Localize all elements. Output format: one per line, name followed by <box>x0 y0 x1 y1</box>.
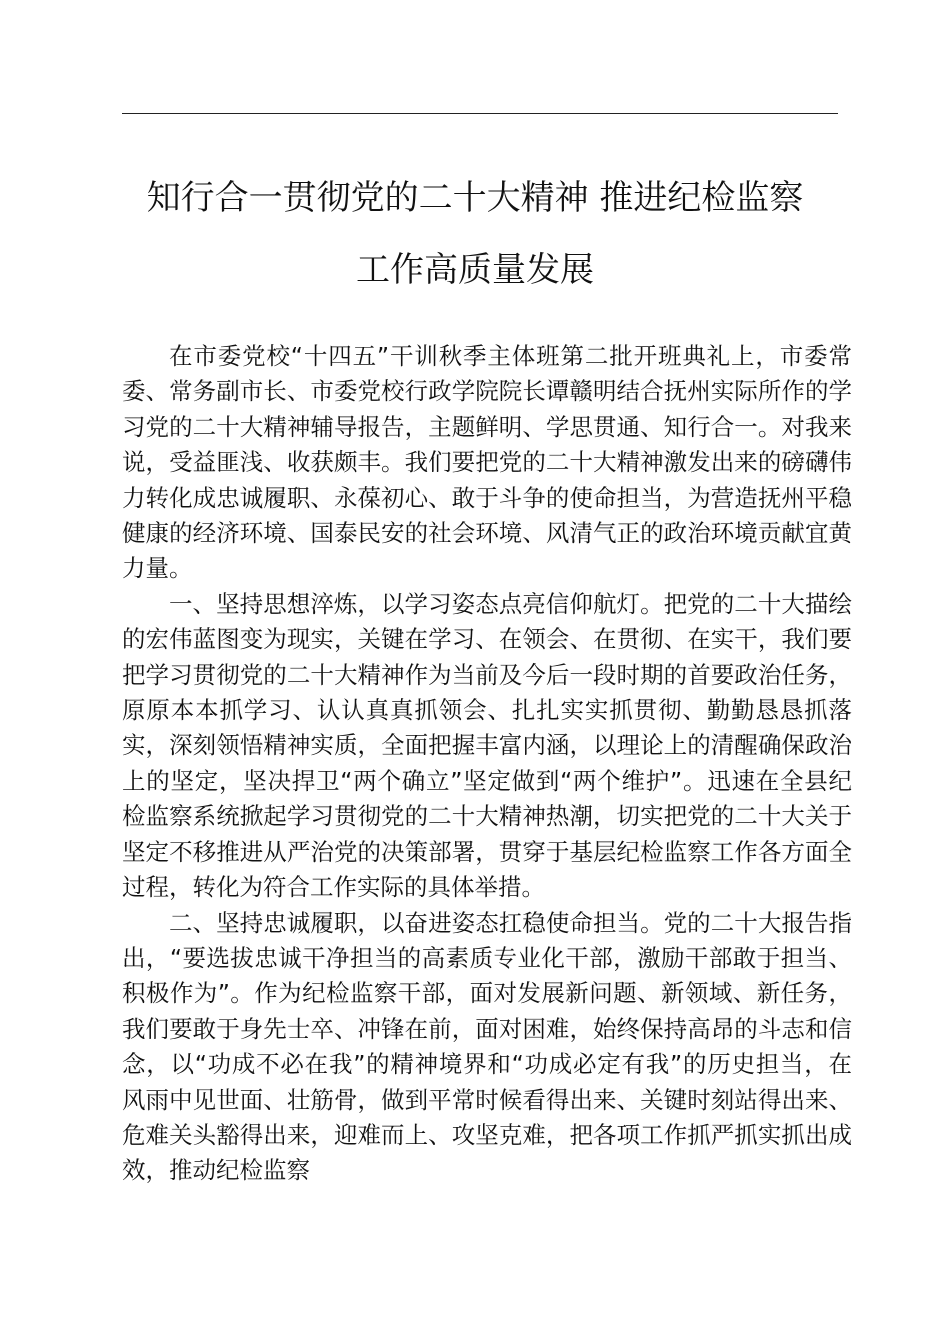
paragraph-section-2: 二、坚持忠诚履职，以奋进姿态扛稳使命担当。党的二十大报告指出，“要选拔忠诚干净担当的高素质专业化干部，激励干部敢于担当、积极作为”。作为纪检监察干部，面对发展新问题、新领域、新任务，我们要敢于身先士卒、冲锋在前，面对困难，始终保持高昂的斗志和信念，以“功成不必在我”的精神境界和“功成必定有我”的历史担当，在风雨中见世面、壮筋骨，做到平常时候看得出来、关键时刻站得出来、危难关头豁得出来，迎难而上、攻坚克难，把各项工作抓严抓实抓出成效，推动纪检监察 <box>122 908 852 1185</box>
title-line-1: 知行合一贯彻党的二十大精神 推进纪检监察 <box>146 178 804 218</box>
document-body <box>122 339 852 1189</box>
header-rule <box>122 113 838 114</box>
title-line-2: 工作高质量发展 <box>356 250 594 290</box>
paragraph-section-1: 一、坚持思想淬炼，以学习姿态点亮信仰航灯。把党的二十大描绘的宏伟蓝图变为现实，关键在学习、在领会、在贯彻、在实干，我们要把学习贯彻党的二十大精神作为当前及今后一段时期的首要政治任务，原原本本抓学习、认认真真抓领会、扎扎实实抓贯彻、勤勤恳恳抓落实，深刻领悟精神实质，全面把握丰富内涵，以理论上的清醒确保政治上的坚定，坚决捍卫“两个确立”坚定做到“两个维护”。迅速在全县纪检监察系统掀起学习贯彻党的二十大精神热潮，切实把党的二十大关于坚定不移推进从严治党的决策部署，贯穿于基层纪检监察工作各方面全过程，转化为符合工作实际的具体举措。 <box>122 589 852 902</box>
paragraph-intro: 在市委党校“十四五”干训秋季主体班第二批开班典礼上，市委常委、常务副市长、市委党校行政学院院长谭赣明结合抚州实际所作的学习党的二十大精神辅导报告，主题鲜明、学思贯通、知行合一。对我来说，受益匪浅、收获颇丰。我们要把党的二十大精神激发出来的磅礴伟力转化成忠诚履职、永葆初心、敢于斗争的使命担当，为营造抚州平稳健康的经济环境、国泰民安的社会环境、风清气正的政治环境贡献宜黄力量。 <box>122 342 852 583</box>
